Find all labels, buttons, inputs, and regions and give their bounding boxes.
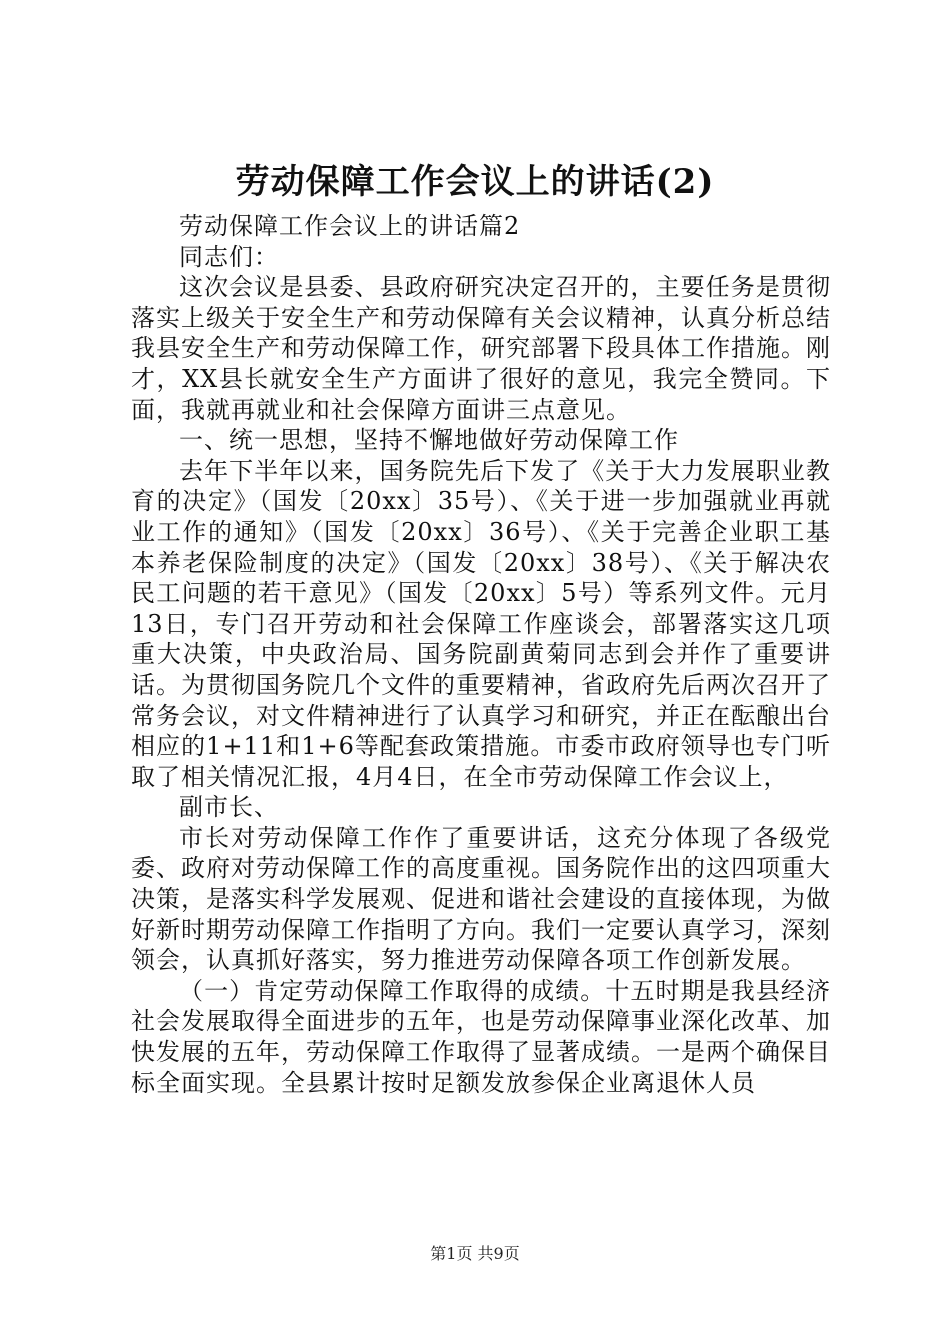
body-paragraph: 副市长、 [179, 793, 279, 822]
page-footer: 第1页 共9页 [430, 1244, 520, 1263]
salutation-paragraph: 同志们： [179, 242, 279, 271]
subtitle-paragraph: 劳动保障工作会议上的讲话篇2 [179, 212, 521, 240]
body-paragraph: （一）肯定劳动保障工作取得的成绩。十五时期是我县经济社会发展取得全面进步的五年，也是劳动保障事业深化改革、加快发展的五年，劳动保障工作取得了显著成绩。一是两个确保目标全面实现。全县累计按时足额发放参保企业离退休人员 [131, 976, 831, 1097]
intro-paragraph: 这次会议是县委、县政府研究决定召开的，主要任务是贯彻落实上级关于安全生产和劳动保障有关会议精神，认真分析总结我县安全生产和劳动保障工作，研究部署下段具体工作措施。刚才，XX县长就安全生产方面讲了很好的意见，我完全赞同。下面，我就再就业和社会保障方面讲三点意见。 [131, 273, 831, 424]
section-heading-1: 一、统一思想，坚持不懈地做好劳动保障工作 [179, 426, 679, 455]
document-title: 劳动保障工作会议上的讲话(2) [235, 162, 715, 202]
document-body [131, 211, 831, 1098]
body-paragraph: 市长对劳动保障工作作了重要讲话，这充分体现了各级党委、政府对劳动保障工作的高度重视。国务院作出的这四项重大决策，是落实科学发展观、促进和谐社会建设的直接体现，为做好新时期劳动保障工作指明了方向。我们一定要认真学习，深刻领会，认真抓好落实，努力推进劳动保障各项工作创新发展。 [131, 823, 831, 975]
body-paragraph: 去年下半年以来，国务院先后下发了《关于大力发展职业教育的决定》（国发〔20xx〕35号）、《关于进一步加强就业再就业工作的通知》（国发〔20xx〕36号）、《关于完善企业职工基本养老保险制度的决定》（国发〔20xx〕38号）、《关于解决农民工问题的若干意见》（国发〔20xx〕5号）等系列文件。元月13日，专门召开劳动和社会保障工作座谈会，部署落实这几项重大决策，中央政治局、国务院副黄菊同志到会并作了重要讲话。为贯彻国务院几个文件的重要精神，省政府先后两次召开了常务会议，对文件精神进行了认真学习和研究，并正在酝酿出台相应的1+11和1+6等配套政策措施。市委市政府领导也专门听取了相关情况汇报，4月4日，在全市劳动保障工作会议上， [131, 456, 831, 791]
